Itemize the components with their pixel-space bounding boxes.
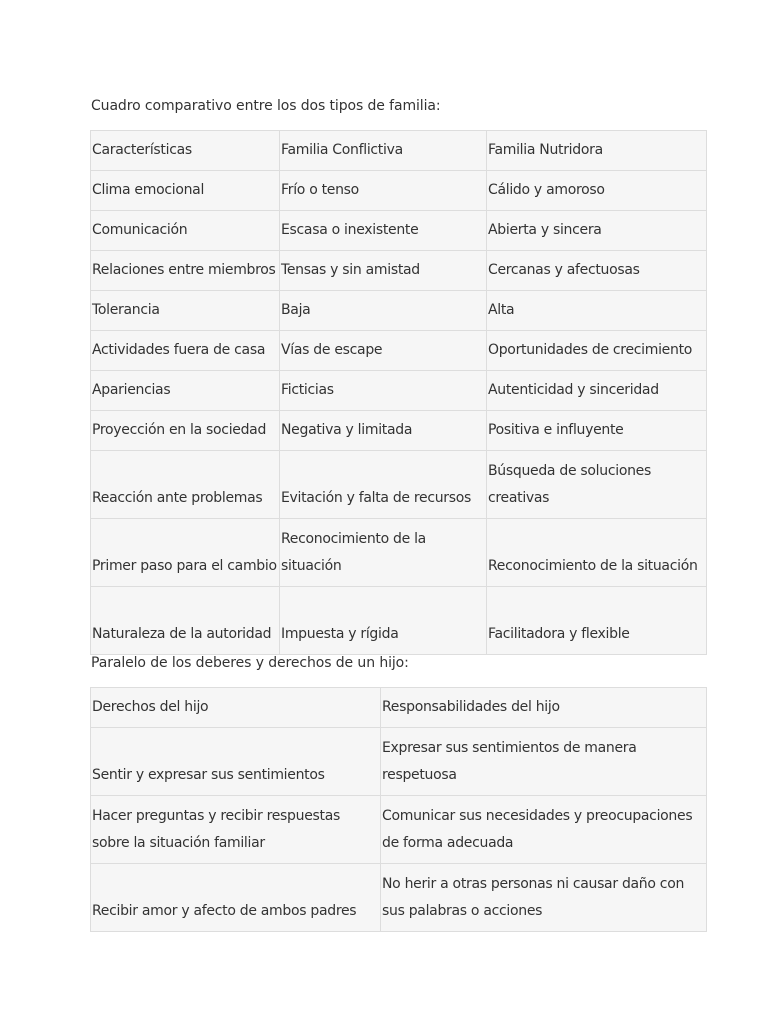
table-row: [91, 171, 707, 211]
table-cell: Reconocimiento de la situación: [487, 519, 707, 587]
table-row: [91, 331, 707, 371]
table-row: [91, 291, 707, 331]
table-cell: Primer paso para el cambio: [91, 519, 280, 587]
table-cell: Recibir amor y afecto de ambos padres: [91, 864, 381, 932]
table-cell: Escasa o inexistente: [280, 211, 487, 251]
table-cell: Negativa y limitada: [280, 411, 487, 451]
family-comparison-table: [90, 130, 707, 655]
table-cell: Clima emocional: [91, 171, 280, 211]
table-cell: Frío o tenso: [280, 171, 487, 211]
table-cell: Proyección en la sociedad: [91, 411, 280, 451]
table-cell: Búsqueda de soluciones creativas: [487, 451, 707, 519]
table-cell: Cercanas y afectuosas: [487, 251, 707, 291]
rights-heading: Paralelo de los deberes y derechos de un hijo:: [91, 655, 409, 671]
header-cell: Características: [91, 131, 280, 171]
table-row: [91, 411, 707, 451]
table-cell: Naturaleza de la autoridad: [91, 587, 280, 655]
table-row: [91, 864, 707, 932]
table-row: [91, 728, 707, 796]
table-cell: Evitación y falta de recursos: [280, 451, 487, 519]
table-cell: Abierta y sincera: [487, 211, 707, 251]
table-cell: Expresar sus sentimientos de manera respetuosa: [381, 728, 707, 796]
table-cell: Tensas y sin amistad: [280, 251, 487, 291]
table-cell: Autenticidad y sinceridad: [487, 371, 707, 411]
table-header-row: [91, 688, 707, 728]
table-row: [91, 251, 707, 291]
table-cell: Tolerancia: [91, 291, 280, 331]
table-cell: Oportunidades de crecimiento: [487, 331, 707, 371]
table-cell: Baja: [280, 291, 487, 331]
table-cell: Ficticias: [280, 371, 487, 411]
table-cell: Impuesta y rígida: [280, 587, 487, 655]
table-row: [91, 371, 707, 411]
table-cell: Apariencias: [91, 371, 280, 411]
table-cell: Reacción ante problemas: [91, 451, 280, 519]
table-row: [91, 796, 707, 864]
table-cell: Vías de escape: [280, 331, 487, 371]
table-cell: Positiva e influyente: [487, 411, 707, 451]
table-cell: Cálido y amoroso: [487, 171, 707, 211]
table-row: [91, 211, 707, 251]
table-cell: Alta: [487, 291, 707, 331]
table-cell: Comunicar sus necesidades y preocupaciones de forma adecuada: [381, 796, 707, 864]
table-row: [91, 587, 707, 655]
table-row: [91, 451, 707, 519]
table-cell: Sentir y expresar sus sentimientos: [91, 728, 381, 796]
header-cell: Responsabilidades del hijo: [381, 688, 707, 728]
header-cell: Familia Conflictiva: [280, 131, 487, 171]
table-cell: No herir a otras personas ni causar daño con sus palabras o acciones: [381, 864, 707, 932]
table-cell: Comunicación: [91, 211, 280, 251]
child-rights-table: [90, 687, 707, 932]
table-header-row: [91, 131, 707, 171]
table-row: [91, 519, 707, 587]
table-cell: Actividades fuera de casa: [91, 331, 280, 371]
table-cell: Reconocimiento de la situación: [280, 519, 487, 587]
header-cell: Derechos del hijo: [91, 688, 381, 728]
table-cell: Relaciones entre miembros: [91, 251, 280, 291]
comparison-heading: Cuadro comparativo entre los dos tipos de familia:: [91, 98, 441, 114]
table-cell: Facilitadora y flexible: [487, 587, 707, 655]
header-cell: Familia Nutridora: [487, 131, 707, 171]
table-cell: Hacer preguntas y recibir respuestas sobre la situación familiar: [91, 796, 381, 864]
